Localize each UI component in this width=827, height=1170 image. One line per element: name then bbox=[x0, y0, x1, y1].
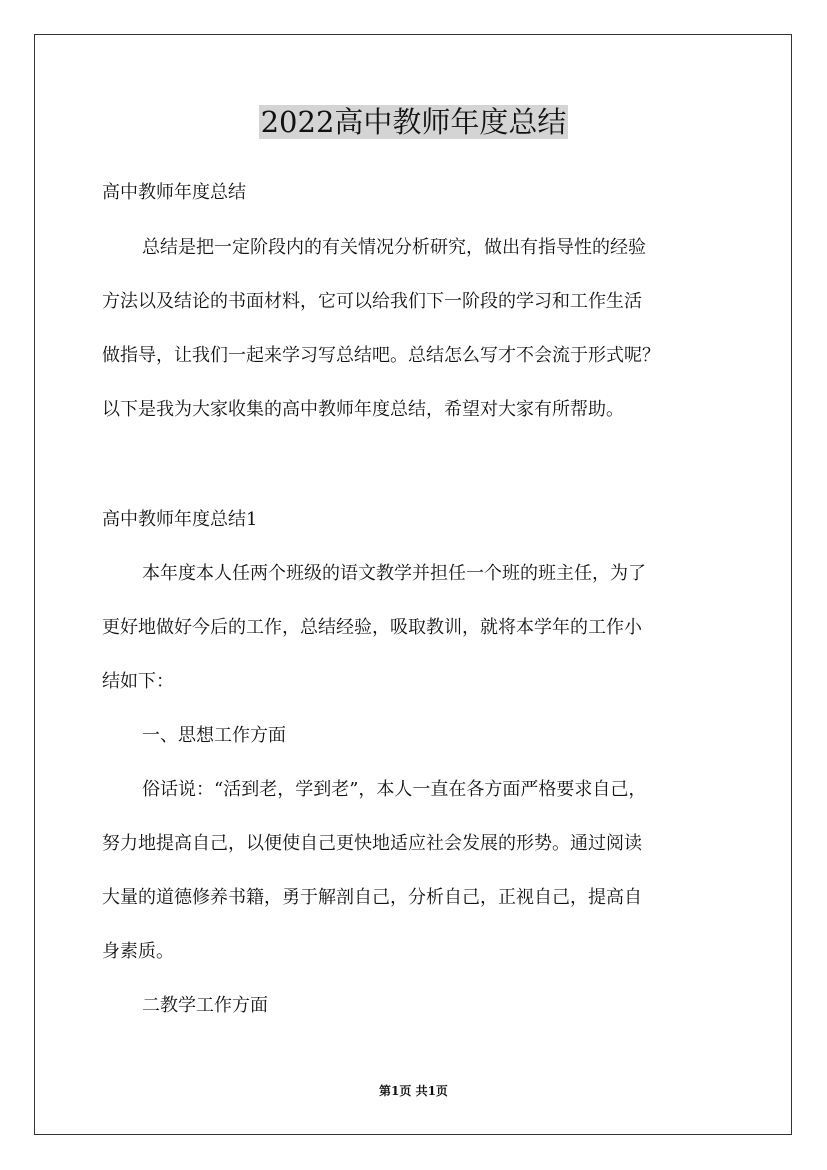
intro-heading: 高中教师年度总结 bbox=[102, 182, 246, 203]
para2-line-1: 俗话说：“活到老，学到老”，本人一直在各方面严格要求自己， bbox=[142, 779, 647, 800]
section1-line-1: 本年度本人任两个班级的语文教学并担任一个班的班主任，为了 bbox=[142, 563, 646, 584]
intro-line-3: 做指导，让我们一起来学习写总结吧。总结怎么写才不会流于形式呢？ bbox=[102, 345, 660, 366]
subheading-2: 二教学工作方面 bbox=[142, 995, 268, 1016]
para2-line-3: 大量的道德修养书籍，勇于解剖自己，分析自己，正视自己，提高自 bbox=[102, 887, 642, 908]
para2-line-2: 努力地提高自己，以便使自己更快地适应社会发展的形势。通过阅读 bbox=[102, 833, 642, 854]
section1-heading: 高中教师年度总结1 bbox=[102, 509, 258, 530]
para2-line-4: 身素质。 bbox=[102, 941, 174, 962]
intro-line-2: 方法以及结论的书面材料，它可以给我们下一阶段的学习和工作生活 bbox=[102, 291, 642, 312]
document-title bbox=[0, 102, 827, 142]
intro-line-1: 总结是把一定阶段内的有关情况分析研究，做出有指导性的经验 bbox=[142, 237, 646, 258]
section1-line-3: 结如下： bbox=[102, 671, 174, 692]
subheading-1: 一、思想工作方面 bbox=[142, 725, 286, 746]
intro-line-4: 以下是我为大家收集的高中教师年度总结，希望对大家有所帮助。 bbox=[102, 399, 624, 420]
document-title-text: 2022高中教师年度总结 bbox=[260, 105, 567, 139]
section1-line-2: 更好地做好今后的工作，总结经验，吸取教训，就将本学年的工作小 bbox=[102, 617, 642, 638]
page-footer: 第1页 共1页 bbox=[379, 1084, 448, 1098]
